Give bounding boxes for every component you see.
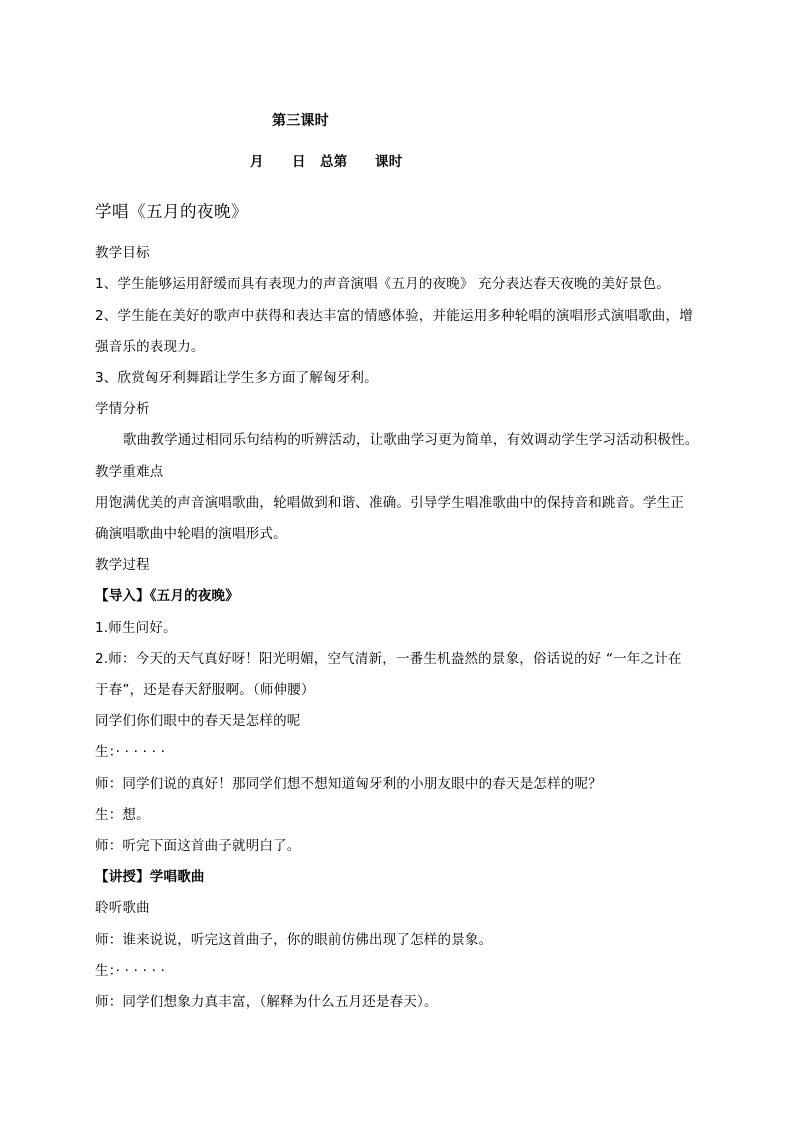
date-lesson-suffix: 课时 xyxy=(375,154,403,170)
page-heading: 第三课时 xyxy=(272,113,329,129)
paragraph-line: 同学们你们眼中的春天是怎样的呢 xyxy=(95,713,301,729)
date-month-label: 月 xyxy=(250,154,264,170)
paragraph-line: 于春”，还是春天舒服啊。（师伸腰） xyxy=(95,682,315,698)
section-heading-analysis: 学情分析 xyxy=(95,401,150,417)
paragraph-line: 生：· · · · · · xyxy=(95,744,166,760)
subsection-heading-teaching: 【讲授】学唱歌曲 xyxy=(95,869,205,885)
paragraph-line: 生：· · · · · · xyxy=(95,963,166,979)
section-heading-key-points: 教学重难点 xyxy=(95,464,164,480)
paragraph-line: 2.师：今天的天气真好呀！阳光明媚，空气清新，一番生机盎然的景象，俗话说的好 “一年之计在 xyxy=(95,651,682,667)
paragraph-line: 1、学生能够运用舒缓而具有表现力的声音演唱《五月的夜晚》 充分表达春天夜晚的美好景色。 xyxy=(95,276,670,292)
section-heading-process: 教学过程 xyxy=(95,557,150,573)
paragraph-line: 师：听完下面这首曲子就明白了。 xyxy=(95,838,301,854)
paragraph-line: 确演唱歌曲中轮唱的演唱形式。 xyxy=(95,526,287,542)
paragraph-line: 歌曲教学通过相同乐句结构的听辨活动，让歌曲学习更为简单，有效调动学生学习活动积极性。 xyxy=(123,432,699,448)
date-day-label: 日 xyxy=(292,154,306,170)
paragraph-line: 师：谁来说说，听完这首曲子，你的眼前仿佛出现了怎样的景象。 xyxy=(95,932,493,948)
section-heading-objectives: 教学目标 xyxy=(95,245,150,261)
paragraph-line: 师：同学们想象力真丰富，（解释为什么五月还是春天）。 xyxy=(95,994,438,1010)
paragraph-line: 强音乐的表现力。 xyxy=(95,339,205,355)
paragraph-line: 生：想。 xyxy=(95,807,150,823)
paragraph-line: 1.师生问好。 xyxy=(95,620,177,636)
paragraph-line: 用饱满优美的声音演唱歌曲，轮唱做到和谐、准确。引导学生唱准歌曲中的保持音和跳音。学生正 xyxy=(95,495,685,511)
date-total-prefix: 总第 xyxy=(320,154,348,170)
paragraph-line: 3、欣赏匈牙利舞蹈让学生多方面了解匈牙利。 xyxy=(95,370,378,386)
paragraph-line: 2、学生能在美好的歌声中获得和表达丰富的情感体验，并能运用多种轮唱的演唱形式演唱歌曲，增 xyxy=(95,308,693,324)
paragraph-line: 聆听歌曲 xyxy=(95,900,150,916)
subsection-heading-intro: 【导入】《五月的夜晚》 xyxy=(95,588,239,604)
paragraph-line: 师：同学们说的真好！那同学们想不想知道匈牙利的小朋友眼中的春天是怎样的呢？ xyxy=(95,776,602,792)
lesson-title: 学唱《五月的夜晚》 xyxy=(95,202,248,221)
